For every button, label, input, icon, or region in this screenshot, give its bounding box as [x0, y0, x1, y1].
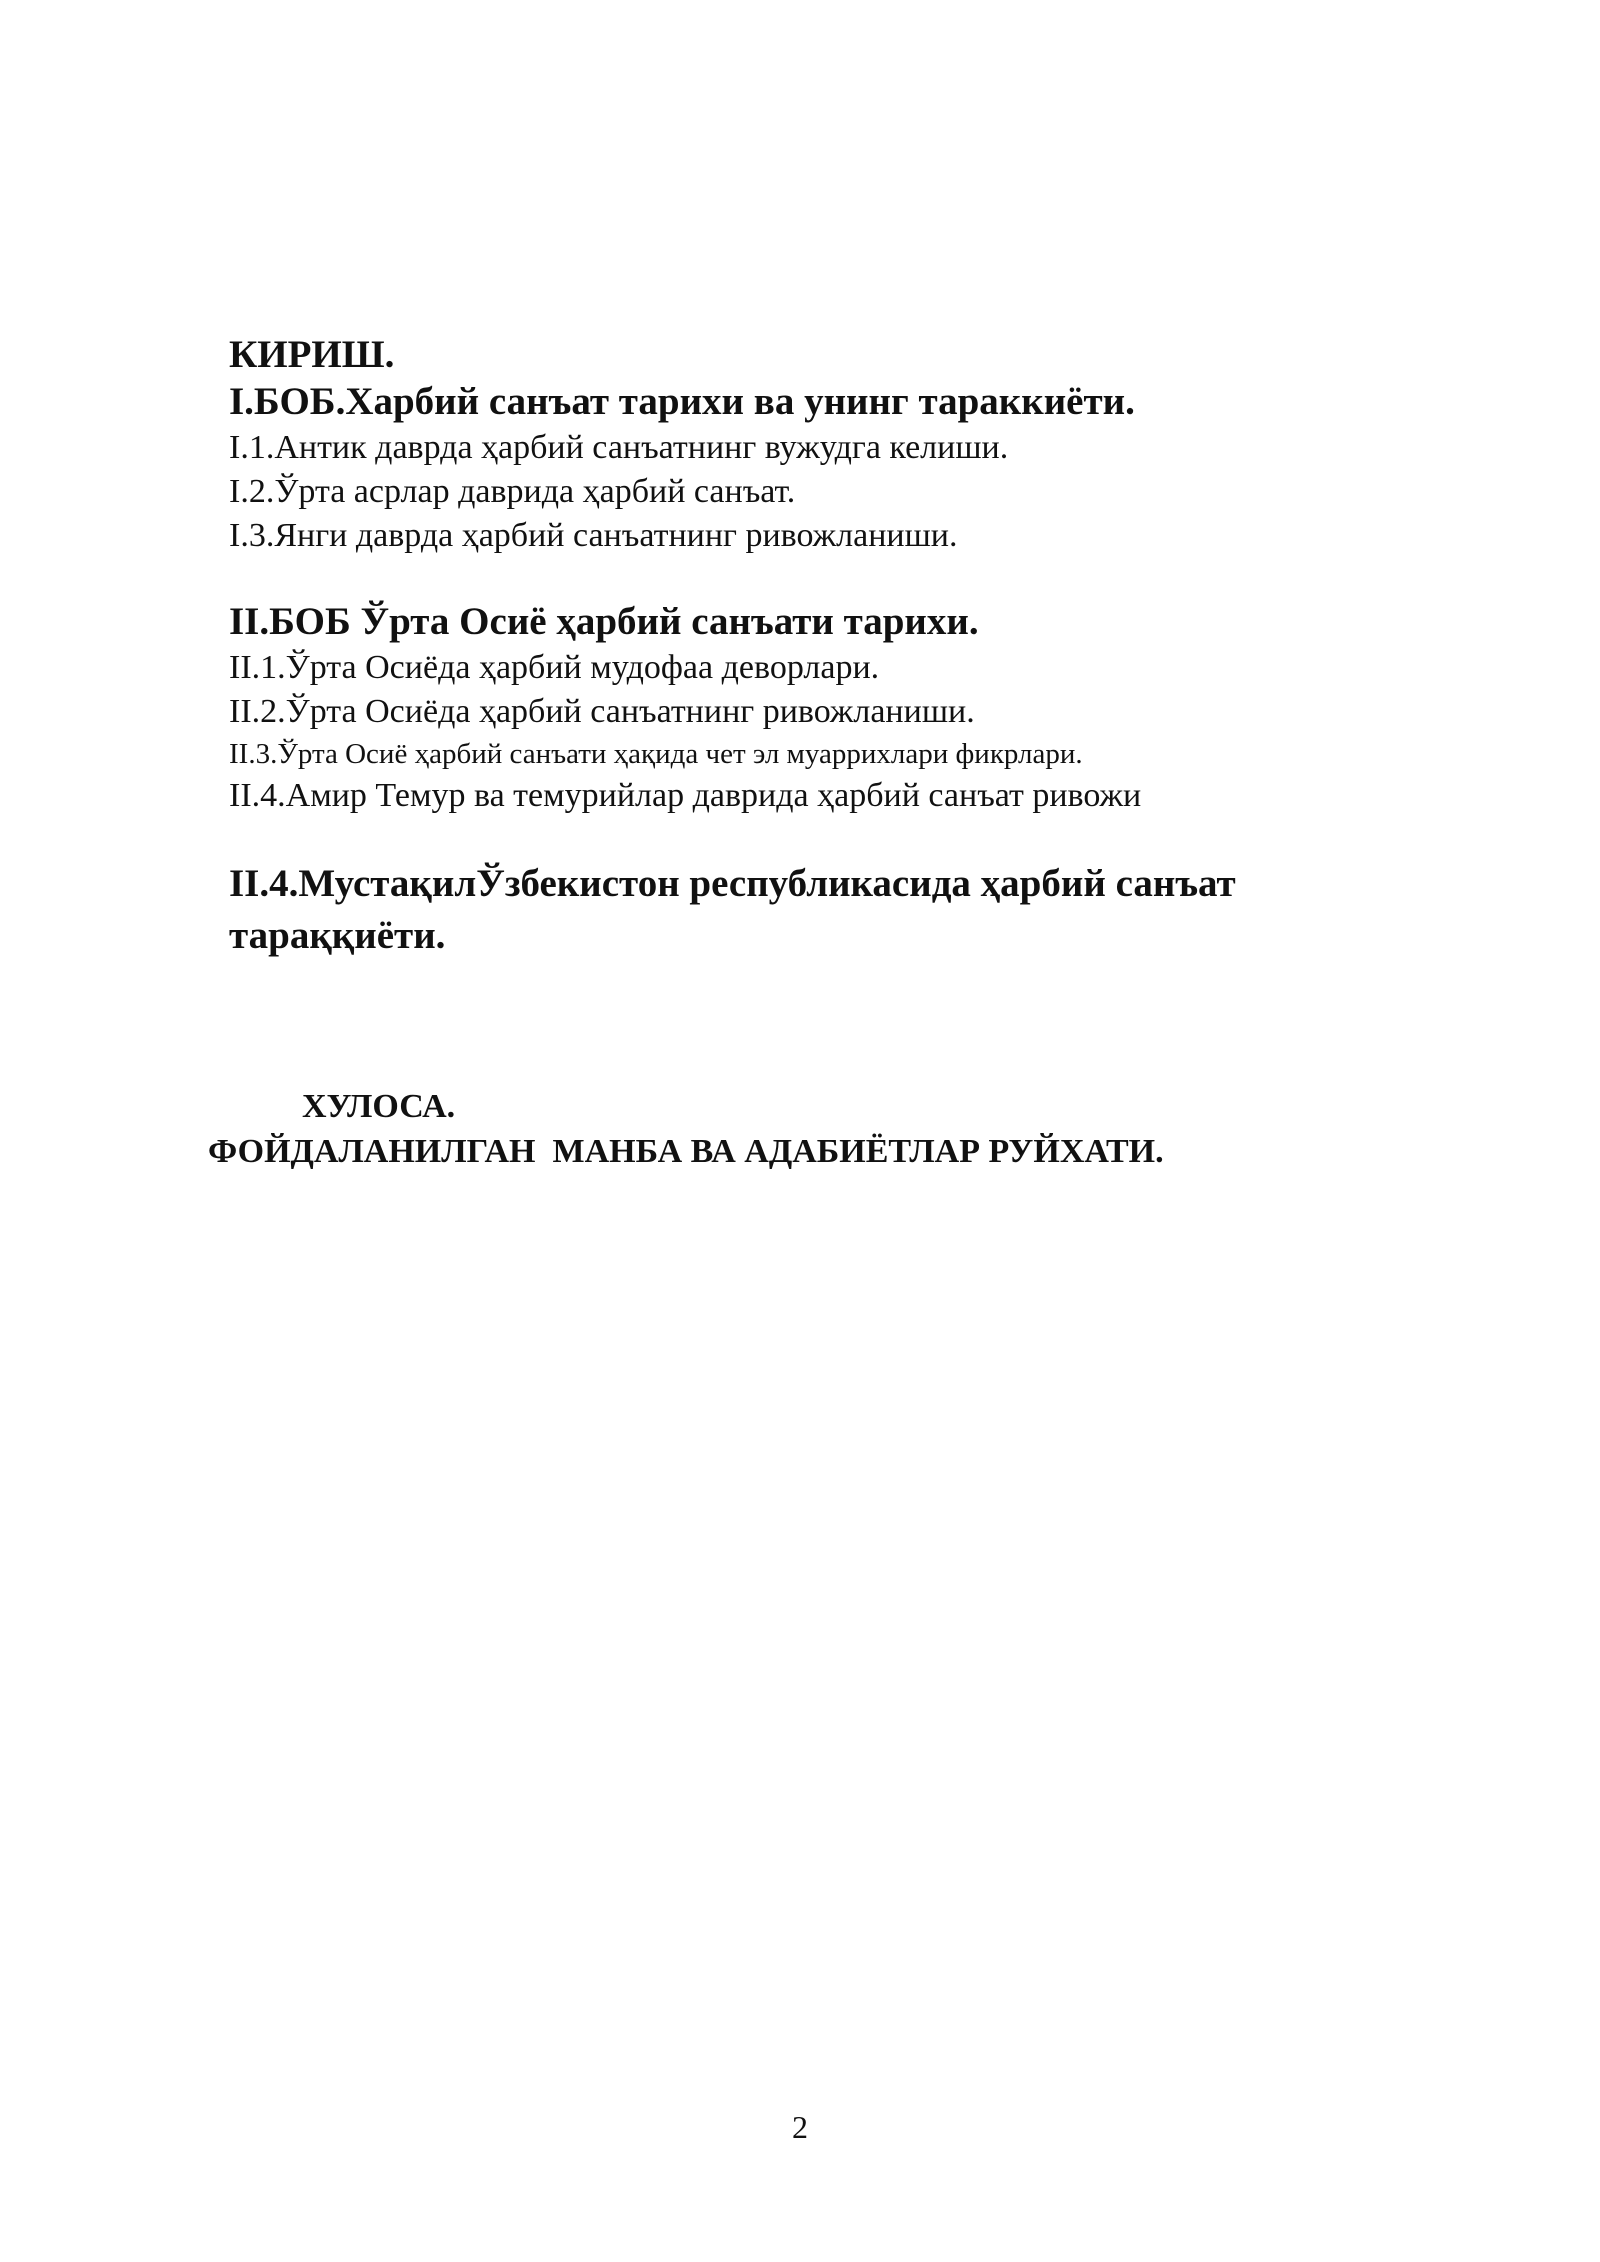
toc-section-1-3: I.3.Янги даврда ҳарбий санъатнинг ривожланиши.: [229, 517, 958, 554]
toc-conclusion: ХУЛОСА.: [302, 1088, 456, 1125]
intro-group: [229, 332, 1429, 558]
toc-chapter-3-title-line-1: II.4.МустақилЎзбекистон республикасида ҳарбий санъат: [229, 862, 1236, 905]
toc-chapter-3-title-line-2: тараққиёти.: [229, 914, 446, 957]
table-of-contents: [229, 332, 1429, 962]
toc-references: ФОЙДАЛАНИЛГАН МАНБА ВА АДАБИЁТЛАР РУЙХАТИ.: [208, 1133, 1164, 1170]
toc-section-2-3: II.3.Ўрта Осиё ҳарбий санъати ҳақида чет эл муаррихлари фикрлари.: [229, 738, 1083, 770]
toc-section-1-2: I.2.Ўрта асрлар даврида ҳарбий санъат.: [229, 473, 796, 510]
toc-section-2-4: II.4.Амир Темур ва темурийлар даврида ҳарбий санъат ривожи: [229, 777, 1142, 814]
toc-intro: КИРИШ.: [229, 333, 395, 376]
toc-chapter-1-title: I.БОБ.Харбий санъат тарихи ва унинг тараккиёти.: [229, 380, 1135, 423]
chapter-2-group: [229, 598, 1429, 818]
toc-chapter-2-title: II.БОБ Ўрта Осиё ҳарбий санъати тарихи.: [229, 600, 979, 643]
toc-section-2-2: II.2.Ўрта Осиёда ҳарбий санъатнинг ривожланиши.: [229, 693, 975, 730]
page-number: 2: [792, 2109, 808, 2145]
toc-section-1-1: I.1.Антик даврда ҳарбий санъатнинг вужудга келиши.: [229, 429, 1009, 466]
toc-section-2-1: II.1.Ўрта Осиёда ҳарбий мудофаа деворлари.: [229, 649, 880, 686]
chapter-3-group: [229, 858, 1429, 962]
